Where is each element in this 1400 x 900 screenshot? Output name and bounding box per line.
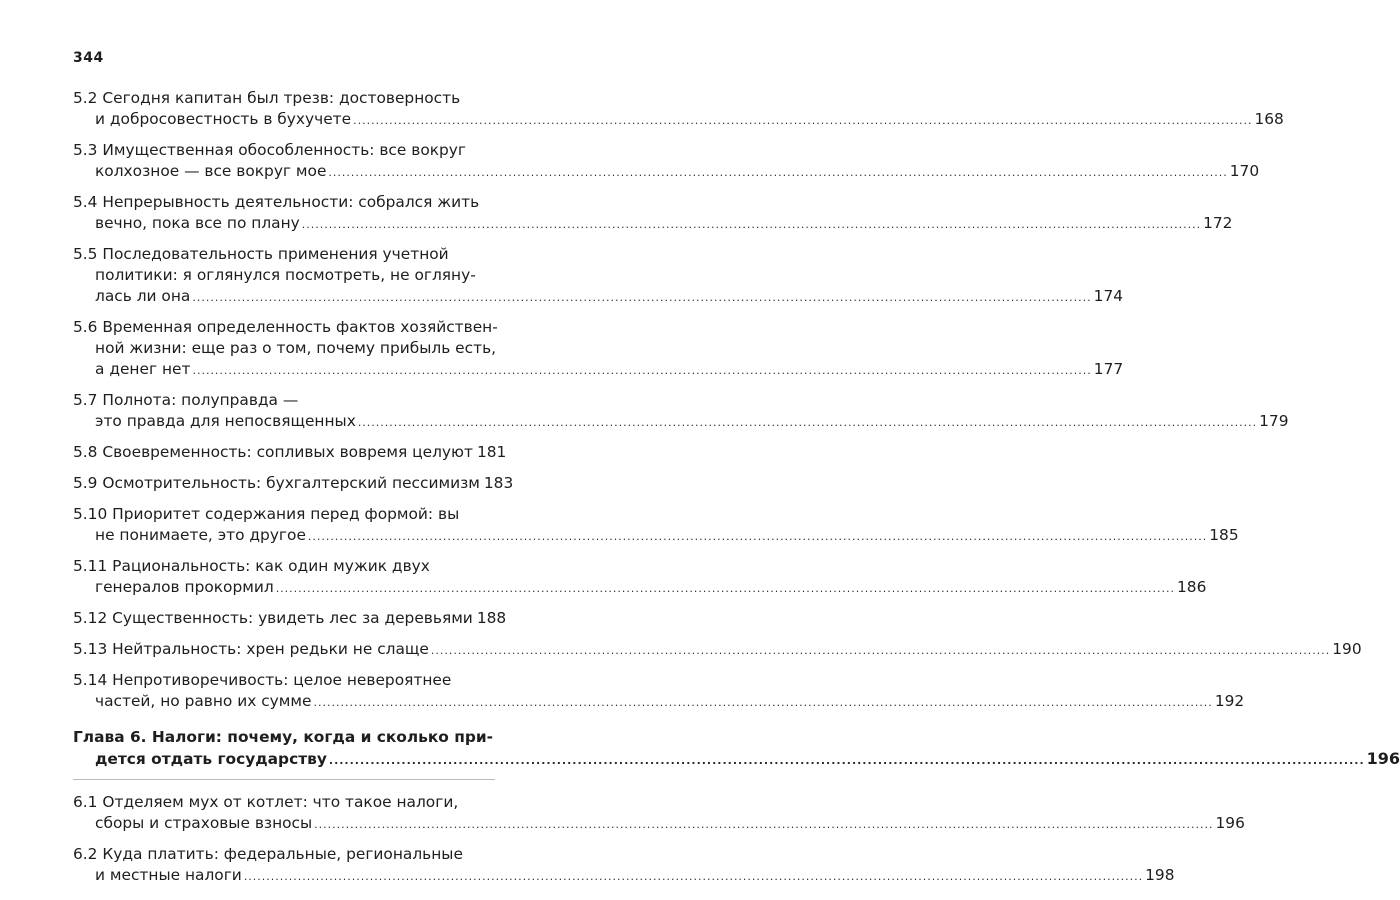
toc-entry-line: 5.7 Полнота: полуправда — (73, 391, 299, 409)
dot-leader: ........................................................................................................................................................................................................ (353, 114, 1253, 127)
toc-page-number: 196 (1366, 749, 1400, 768)
dot-leader: ........................................................................................................................................................................................................ (328, 754, 1365, 767)
toc-entry[interactable] (73, 608, 507, 630)
toc-entry[interactable] (73, 792, 1245, 835)
toc-entry-line: 5.6 Временная определенность фактов хозяйствен- (73, 318, 498, 336)
dot-leader: ........................................................................................................................................................................................................ (192, 291, 1092, 304)
toc-entry-title: 5.8 Своевременность: сопливых вовремя целуют (73, 443, 473, 461)
toc-entry-title: 5.12 Существенность: увидеть лес за деревьями (73, 609, 473, 627)
toc-page-number: 190 (1332, 640, 1362, 658)
toc-entry-line: Глава 6. Налоги: почему, когда и сколько при- (73, 728, 494, 746)
toc-entry-title: 5.9 Осмотрительность: бухгалтерский пессимизм (73, 474, 480, 492)
toc-entry-line (73, 442, 507, 464)
toc-entry-line: 6.2 Куда платить: федеральные, региональные (73, 845, 463, 863)
toc-chapter-heading[interactable] (73, 727, 1400, 780)
toc-entry[interactable] (73, 244, 1124, 308)
toc-entry-title: сборы и страховые взносы (95, 814, 313, 832)
toc-page-number: 179 (1259, 412, 1289, 430)
toc-section-chapter-5 (73, 88, 1362, 713)
toc-entry-line (73, 608, 507, 630)
toc-entry-line: 6.1 Отделяем мух от котлет: что такое налоги, (73, 793, 459, 811)
toc-page-number: 183 (483, 474, 514, 492)
toc-entry-title: и местные налоги (95, 866, 242, 884)
toc-section-chapter-6 (73, 792, 1245, 887)
toc-entry-line (73, 213, 1233, 235)
toc-entry[interactable] (73, 556, 1207, 599)
toc-entry-title: 5.13 Нейтральность: хрен редьки не слаще (73, 640, 429, 658)
toc-entry-line (73, 865, 1175, 887)
toc-entry-line: 5.11 Рациональность: как один мужик двух (73, 557, 430, 575)
toc-entry-line (73, 359, 1124, 381)
toc-page-number: 174 (1093, 287, 1124, 305)
toc-entry-line (73, 525, 1239, 547)
toc-entry-title: и добросовестность в бухучете (95, 110, 352, 128)
table-of-contents (73, 88, 1400, 896)
toc-entry[interactable] (73, 317, 1124, 381)
toc-entry-title: лась ли она (95, 287, 191, 305)
dot-leader: ........................................................................................................................................................................................................ (301, 218, 1202, 231)
toc-entry-title: генералов прокормил (95, 578, 274, 596)
toc-entry-line: ной жизни: еще раз о том, почему прибыль есть, (95, 339, 497, 357)
toc-entry-line: политики: я оглянулся посмотреть, не огляну- (95, 266, 476, 284)
toc-entry-title: не понимаете, это другое (95, 526, 306, 544)
toc-entry-line (73, 473, 514, 495)
toc-entry-title: это правда для непосвященных (95, 412, 356, 430)
toc-entry-line (73, 691, 1245, 713)
toc-entry[interactable] (73, 140, 1260, 183)
toc-page-number: 168 (1254, 110, 1284, 128)
toc-page-number: 198 (1145, 866, 1175, 884)
dot-leader: ........................................................................................................................................................................................................ (243, 870, 1144, 883)
toc-entry-title: а денег нет (95, 360, 191, 378)
toc-entry-title: дется отдать государству (95, 750, 327, 768)
dot-leader: ........................................................................................................................................................................................................ (328, 166, 1228, 179)
toc-entry-line (73, 639, 1362, 661)
toc-page-number: 170 (1229, 162, 1260, 180)
toc-entry-line: 5.2 Сегодня капитан был трезв: достоверность (73, 89, 461, 107)
toc-page-number: 181 (476, 443, 507, 461)
toc-entry-line (73, 577, 1207, 599)
dot-leader: ........................................................................................................................................................................................................ (430, 644, 1331, 657)
toc-entry[interactable] (73, 192, 1233, 235)
toc-entry[interactable] (73, 390, 1289, 433)
toc-page-number: 172 (1203, 214, 1233, 232)
toc-entry-title: колхозное — все вокруг мое (95, 162, 327, 180)
toc-entry-line: 5.5 Последовательность применения учетной (73, 245, 449, 263)
dot-leader: ........................................................................................................................................................................................................ (313, 696, 1213, 709)
toc-entry[interactable] (73, 844, 1175, 887)
dot-leader: ........................................................................................................................................................................................................ (357, 416, 1258, 429)
toc-entry-line: 5.14 Непротиворечивость: целое невероятнее (73, 671, 452, 689)
toc-page-number: 188 (476, 609, 507, 627)
toc-entry[interactable] (73, 504, 1239, 547)
toc-entry-line: 5.10 Приоритет содержания перед формой: вы (73, 505, 460, 523)
toc-entry-line (73, 813, 1245, 835)
dot-leader: ........................................................................................................................................................................................................ (307, 530, 1208, 543)
toc-page-number: 192 (1214, 692, 1245, 710)
dot-leader: ........................................................................................................................................................................................................ (314, 818, 1214, 831)
toc-page-number: 185 (1209, 526, 1239, 544)
toc-entry-line (73, 411, 1289, 433)
toc-entry-line (73, 286, 1124, 308)
dot-leader: ........................................................................................................................................................................................................ (275, 582, 1176, 595)
toc-entry-title: частей, но равно их сумме (95, 692, 312, 710)
toc-entry-line: 5.4 Непрерывность деятельности: собрался жить (73, 193, 480, 211)
toc-entry-line (73, 748, 1400, 771)
toc-entry[interactable] (73, 473, 514, 495)
toc-entry[interactable] (73, 639, 1362, 661)
toc-entry[interactable] (73, 442, 507, 464)
toc-page-number: 186 (1177, 578, 1207, 596)
toc-entry-line (73, 109, 1284, 131)
toc-entry-line (73, 161, 1260, 183)
toc-entry[interactable] (73, 88, 1284, 131)
dot-leader: ........................................................................................................................................................................................................ (192, 364, 1092, 377)
page-number: 344 (73, 50, 104, 66)
toc-entry-line: 5.3 Имущественная обособленность: все вокруг (73, 141, 466, 159)
toc-page-number: 177 (1093, 360, 1124, 378)
toc-entry[interactable] (73, 670, 1245, 713)
toc-page-number: 196 (1215, 814, 1245, 832)
toc-entry-title: вечно, пока все по плану (95, 214, 300, 232)
